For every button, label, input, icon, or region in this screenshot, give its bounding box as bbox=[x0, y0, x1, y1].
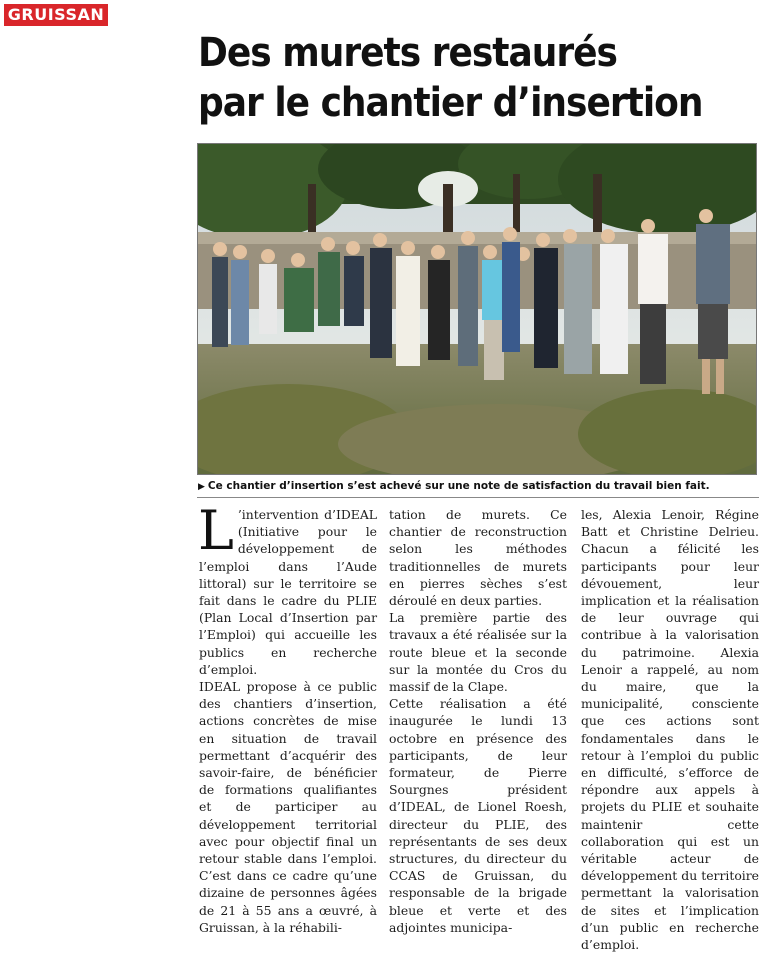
article-paragraph: tation de murets. Ce chantier de reconstruction selon les méthodes traditionnelles de murets en pierres sèches s’est déroulé en deux parties. bbox=[389, 507, 567, 609]
drop-cap: L bbox=[198, 499, 234, 562]
caption-arrow-icon: ▶ bbox=[198, 482, 205, 492]
article-paragraph bbox=[198, 499, 377, 678]
article-paragraph: Cette réalisation a été inaugurée le lundi 13 octobre en présence des participants, de leur formateur, de Pierre Sourgnes président d’IDEAL, de Lionel Roesh, directeur du PLIE, des représentants de ses deux structures, du directeur du CCAS de Gruissan, du responsable de la brigade bleue et verte et des adjointes municipa- bbox=[389, 696, 567, 935]
headline-line-2: par le chantier d’insertion bbox=[198, 80, 703, 126]
article-paragraph: La première partie des travaux a été réalisée sur la route bleue et la seconde sur la montée du Cros du massif de la Clape. bbox=[389, 610, 567, 695]
paragraph-text: ’intervention d’IDEAL (Initiative pour le développement de l’emploi dans l’Aude littoral) sur le territoire se fait dans le cadre du PLIE (Plan Local d’Insertion par l’Emploi) qui accueille les publics en recherche d’emploi. bbox=[199, 507, 377, 677]
group-photo bbox=[197, 143, 757, 475]
caption-text: Ce chantier d’insertion s’est achevé sur une note de satisfaction du travail bien fait. bbox=[207, 480, 710, 492]
headline bbox=[198, 28, 758, 128]
article-column-2 bbox=[389, 506, 567, 936]
photo-caption bbox=[198, 478, 758, 495]
caption-divider bbox=[197, 497, 759, 498]
section-tag: GRUISSAN bbox=[4, 4, 108, 26]
headline-line-1: Des murets restaurés bbox=[198, 30, 617, 76]
article-column-1 bbox=[198, 499, 377, 936]
group-photo-illustration bbox=[198, 144, 757, 475]
article-paragraph: les, Alexia Lenoir, Régine Batt et Christine Delrieu. Chacun a félicité les participants pour leur dévouement, leur implication et la réalisation de leur ouvrage qui contribue à la valorisation du patrimoine. Alexia Lenoir a rappelé, au nom du maire, que la municipalité, consciente que ces actions sont fondamentales dans le retour à l’emploi du public en difficulté, s’efforce de répondre aux appels à projets du PLIE et souhaite maintenir cette collaboration qui est un véritable acteur de développement du territoire permettant la valorisation de sites et l’implication d’un public en recherche d’emploi. bbox=[581, 507, 759, 953]
article-paragraph: IDEAL propose à ce public des chantiers d’insertion, actions concrètes de mise en situation de travail permettant d’acquérir des savoir-faire, de bénéficier de formations qualifiantes et de participer au développement territorial avec pour objectif final un retour stable dans l’emploi. C’est dans ce cadre qu’une dizaine de personnes âgées de 21 à 55 ans a œuvré, à Gruissan, à la réhabili- bbox=[199, 679, 377, 935]
